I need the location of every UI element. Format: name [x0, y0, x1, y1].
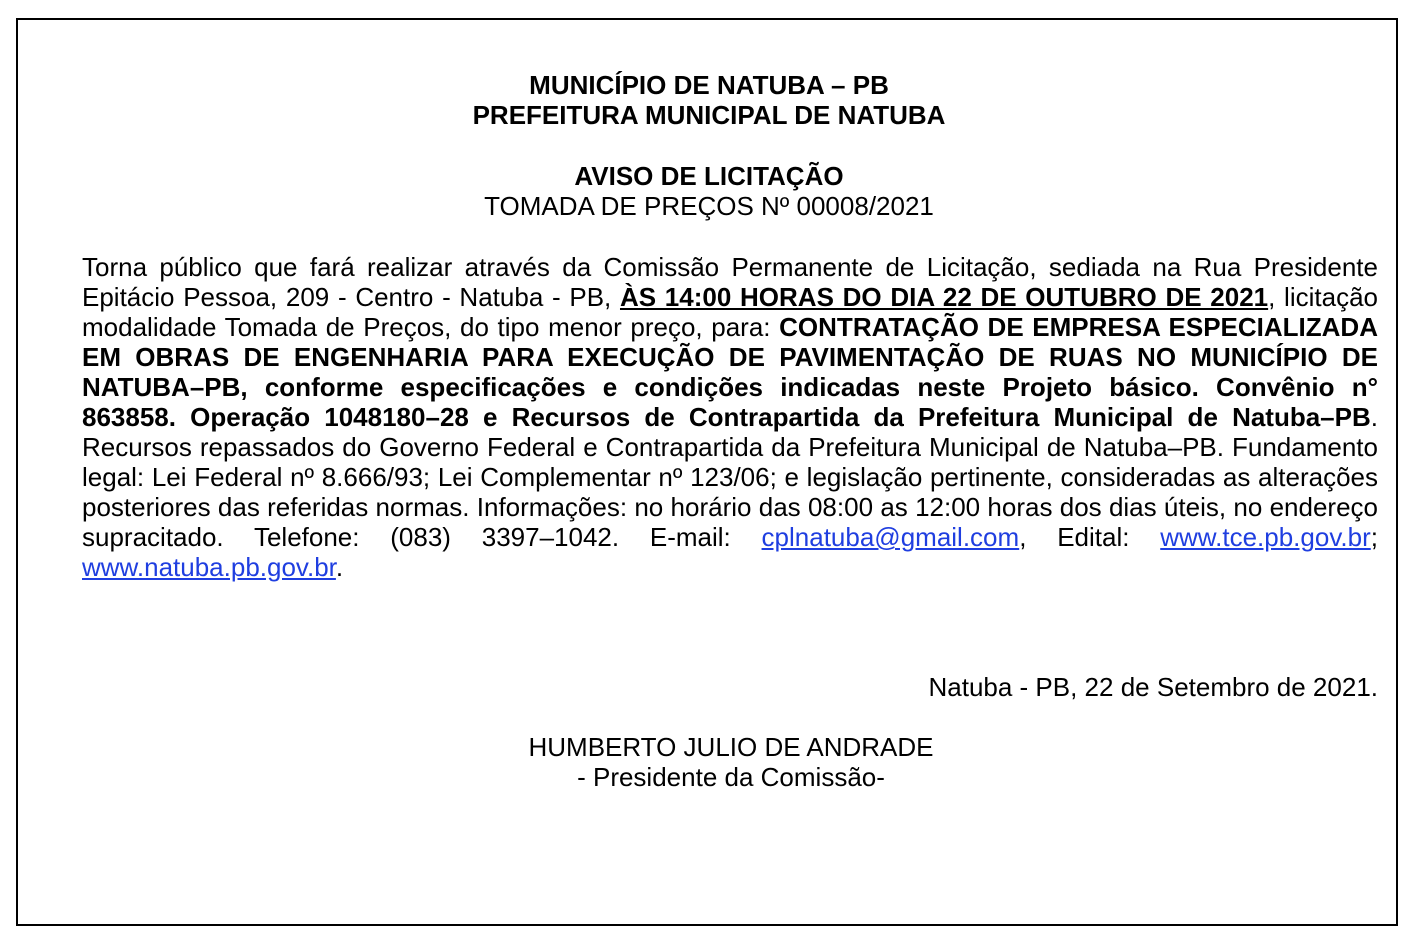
- signature-block: [0, 732, 1418, 792]
- email-link[interactable]: cplnatuba@gmail.com: [761, 522, 1020, 552]
- tce-link[interactable]: www.tce.pb.gov.br: [1160, 522, 1371, 552]
- signer-name: HUMBERTO JULIO DE ANDRADE: [528, 732, 934, 762]
- body-intro: Torna público que fará realizar através da Comissão Permanente de Licitação, sediada na Rua Presidente Epitácio Pessoa, 209 - Centro - Natuba - PB,: [82, 252, 1378, 312]
- notice-title: AVISO DE LICITAÇÃO: [574, 161, 844, 191]
- prefecture-name: PREFEITURA MUNICIPAL DE NATUBA: [472, 100, 946, 130]
- notice-heading: [0, 161, 1418, 221]
- date-line: Natuba - PB, 22 de Setembro de 2021.: [928, 672, 1378, 702]
- signer-role: - Presidente da Comissão-: [577, 762, 885, 792]
- notice-body: [82, 252, 1378, 582]
- body-details: . Recursos repassados do Governo Federal e Contrapartida da Prefeitura Municipal de Natuba–PB. Fundamento legal: Lei Federal nº 8.666/93; Lei Complementar nº 123/06; e legislação pertinente, consideradas as alterações posteriores das referidas normas. Informações: no horário das 08:00 as 12:00 horas dos dias úteis, no endereço supracitado. Telefone: (083) 3397–1042. E-mail:: [82, 402, 1378, 552]
- edital-label: , Edital:: [1019, 522, 1161, 552]
- object-text: CONTRATAÇÃO DE EMPRESA ESPECIALIZADA EM OBRAS DE ENGENHARIA PARA EXECUÇÃO DE PAVIMENTAÇÃO DE RUAS NO MUNICÍPIO DE NATUBA–PB, conforme especificações e condições indicadas neste Projeto básico. Convênio n° 863858. Operação 1048180–28 e Recursos de Contrapartida da Prefeitura Municipal de Natuba–PB: [82, 312, 1378, 432]
- notice-subtitle: TOMADA DE PREÇOS Nº 00008/2021: [484, 191, 934, 221]
- body-modality: , licitação modalidade Tomada de Preços, do tipo menor preço, para:: [82, 282, 1378, 342]
- natuba-link[interactable]: www.natuba.pb.gov.br: [82, 552, 336, 582]
- body-end: .: [335, 552, 344, 582]
- header: [0, 70, 1418, 130]
- municipality-name: MUNICÍPIO DE NATUBA – PB: [529, 70, 889, 100]
- deadline-text: ÀS 14:00 HORAS DO DIA 22 DE OUTUBRO DE 2021: [619, 282, 1269, 312]
- link-separator: ;: [1370, 522, 1378, 552]
